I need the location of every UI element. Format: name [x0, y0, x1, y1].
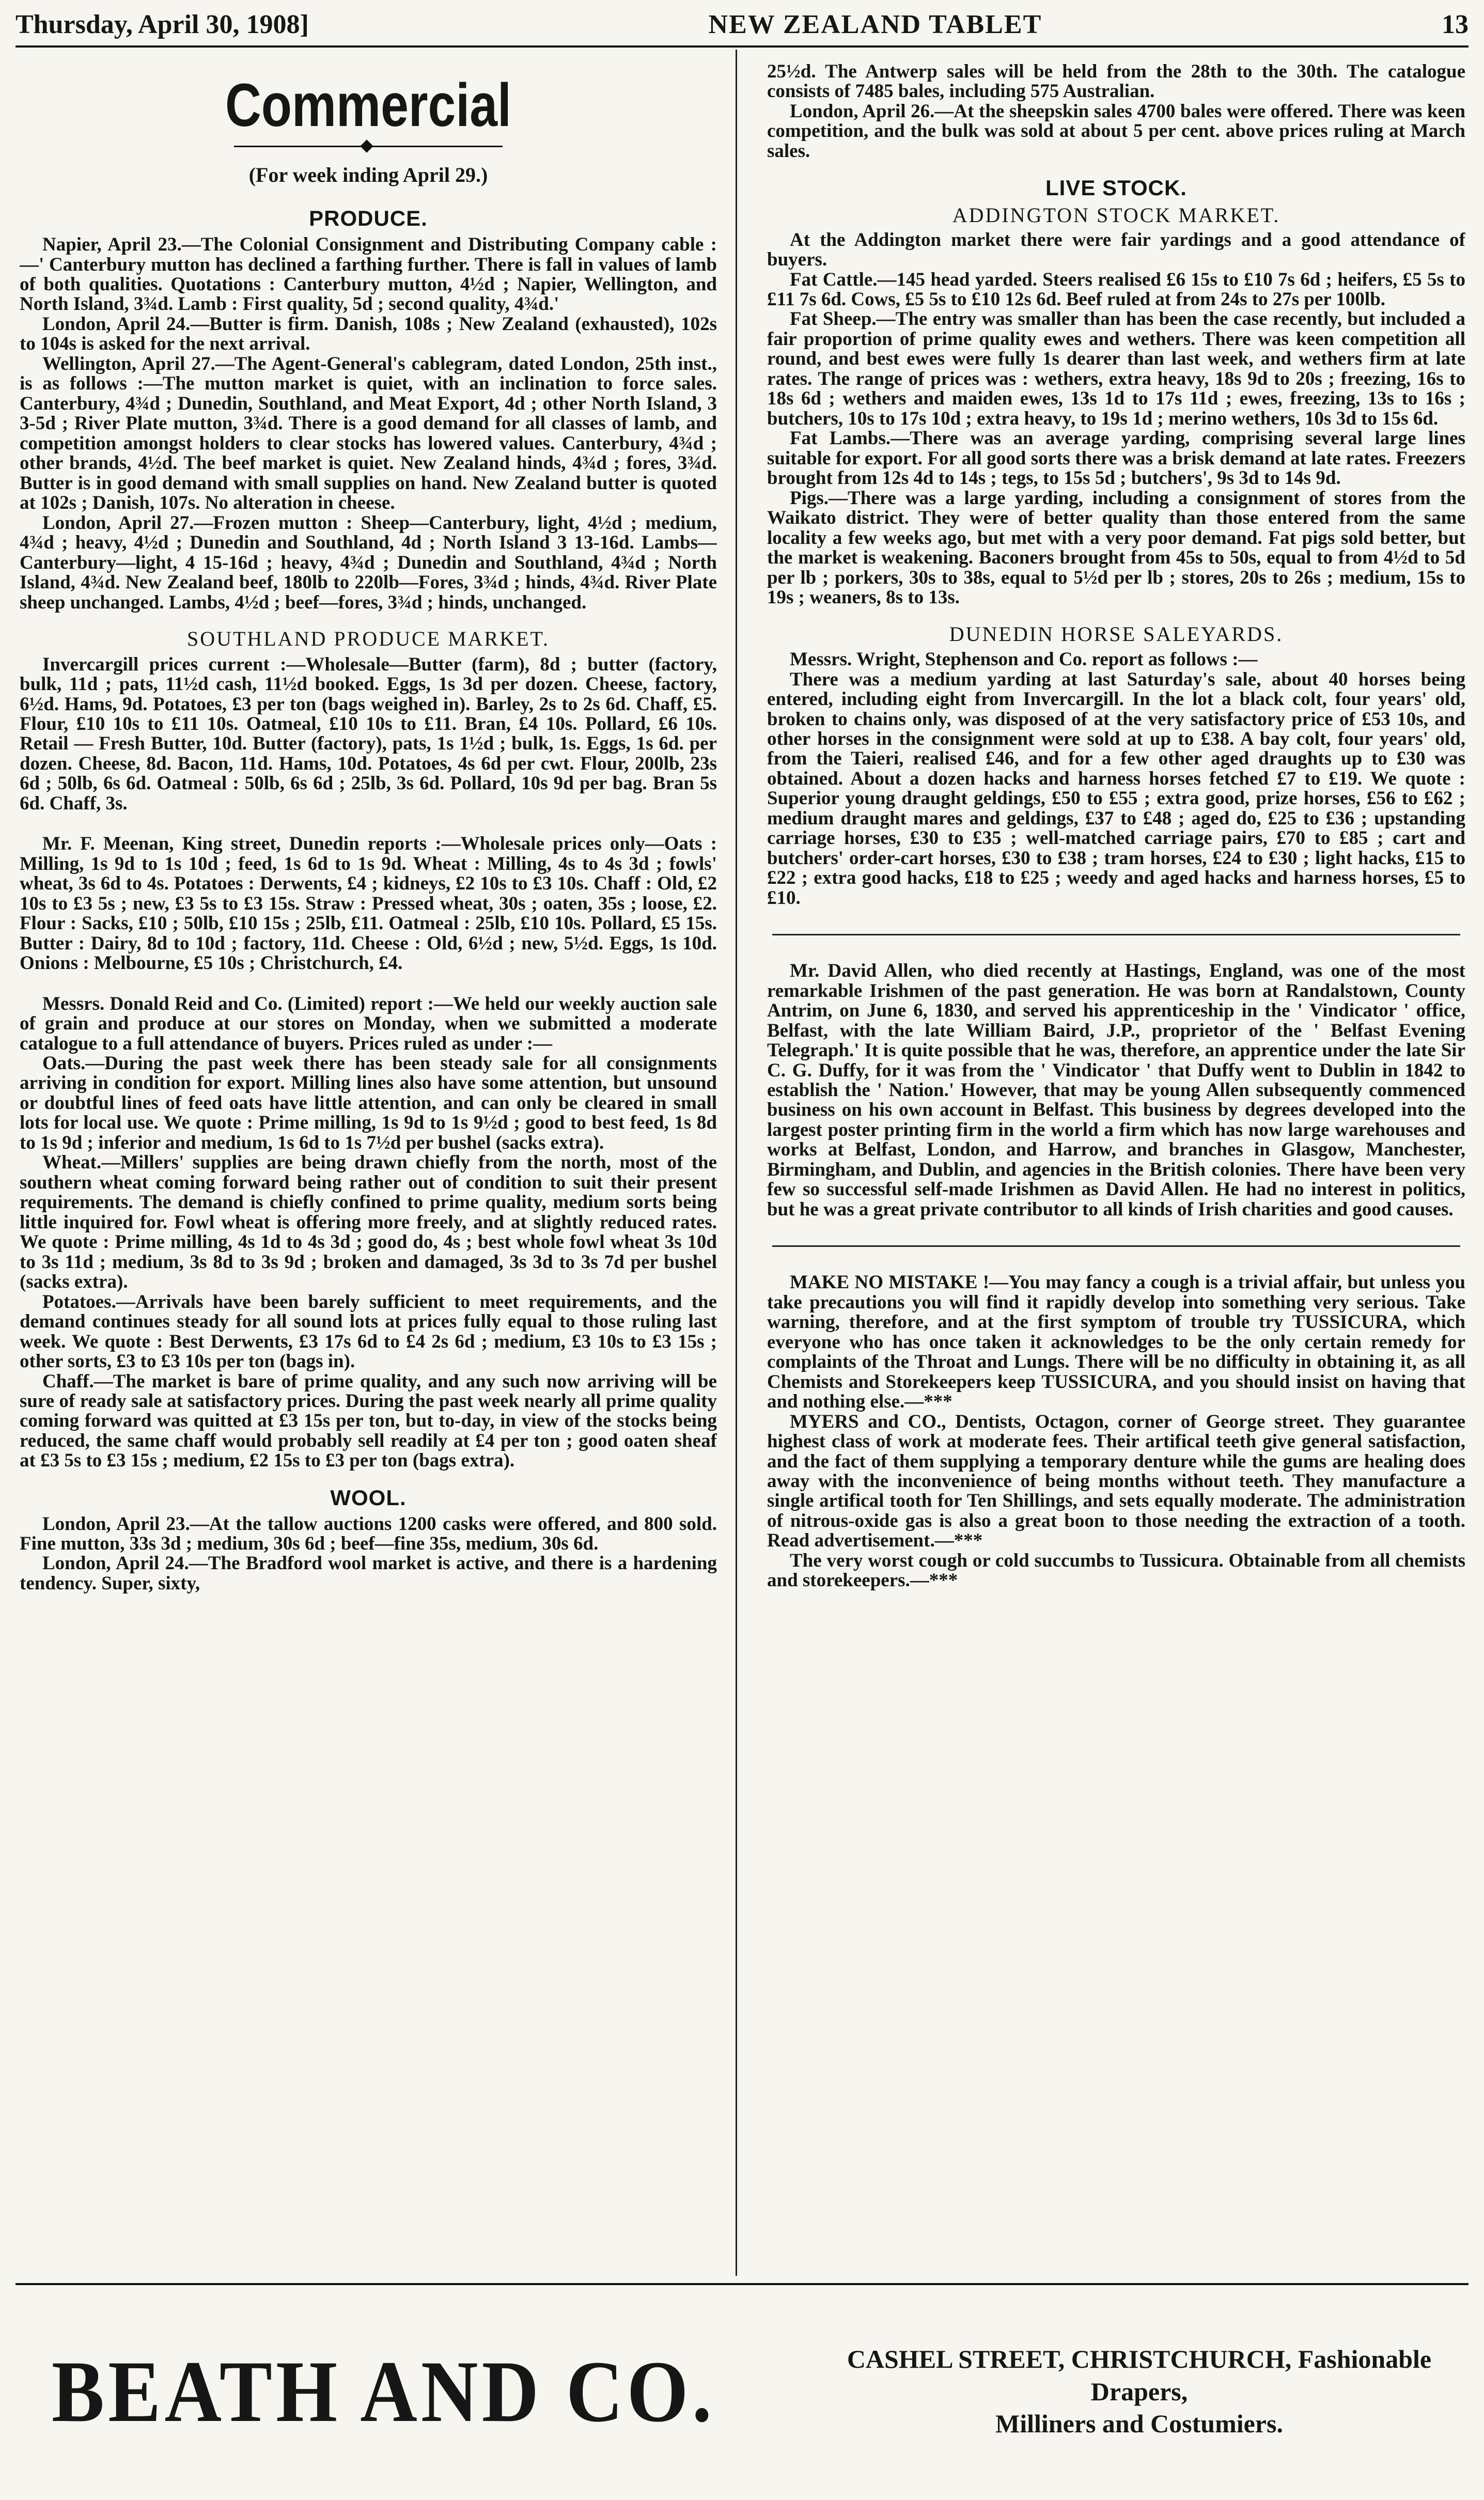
diamond-ornament-icon — [360, 139, 373, 152]
spacer — [20, 814, 717, 834]
section-divider — [772, 934, 1460, 935]
left-column — [20, 62, 717, 2280]
page-number: 13 — [1442, 9, 1469, 39]
produce-heading: PRODUCE. — [309, 206, 428, 231]
section-subtitle: (For week inding April 29.) — [248, 163, 488, 186]
ornament-rule — [234, 142, 503, 151]
southland-paragraph: Chaff.—The market is bare of prime quality, and any such now arriving will be sure of ready sale at satisfactory prices. During the past week nearly all prime quality coming forward was quitted at £3 15s per ton, but to-day, in view of the stocks being reduced, the same chaff would probably sell readily at £4 per ton ; good oaten sheaf at £3 5s to £3 15s ; medium, £2 15s to £3 per ton (bags extra). — [20, 1370, 717, 1472]
southland-paragraph: Invercargill prices current :—Wholesale—Butter (farm), 8d ; butter (factory, bulk, 11d ; pats, 11½d cash, 11½d booked. Eggs, 1s 3d per dozen. Cheese, factory, 6½d. Hams, 9d. Potatoes, £3 per ton (bags weighed in). Barley, 2s to 2s 6d. Chaff, £5. Flour, £10 10s to £11 10s. Oatmeal, £10 10s to £11. Bran, £4 10s. Pollard, £6 10s. Retail — Fresh Butter, 10d. Butter (factory), pats, 1s 1½d ; bulk, 1s. Eggs, 1s 6d. per dozen. Cheese, 8d. Bacon, 11d. Hams, 10d. Potatoes, 4s 6d per cwt. Flour, 200lb, 23s 6d ; 50lb, 6s 6d. Oatmeal : 50lb, 6s 6d ; 25lb, 3s 6d. Pollard, 10s 9d per bag. Bran 5s 6d. Chaff, 3s. — [20, 653, 717, 814]
wool-paragraph: London, April 23.—At the tallow auctions 1200 casks were offered, and 800 sold. Fine mutton, 33s 3d ; medium, 30s 6d ; beef—fine 35s, medium, 30s 6d. — [20, 1513, 717, 1554]
horse-paragraph: Messrs. Wright, Stephenson and Co. report as follows :— — [790, 649, 1258, 670]
addington-paragraph: Fat Sheep.—The entry was smaller than has been the case recently, but included a fair proportion of prime quality ewes and wethers. There was keen competition all round, and best ewes were fully 1s dearer than last week, and wethers firm at late rates. The range of prices was : wethers, extra heavy, 18s 9d to 20s ; freezing, 16s to 18s 6d ; wethers and maiden ewes, 13s 1d to 17s 11d ; ewes, freezing, 13s to 16s ; butchers, 10s to 17s 10d ; extra heavy, to 19s 1d ; merino wethers, 10s 3d to 15s 6d. — [767, 308, 1465, 429]
section-title: Commercial — [225, 71, 511, 139]
southland-paragraph: Mr. F. Meenan, King street, Dunedin reports :—Wholesale prices only—Oats : Milling, 1s 9d to 1s 10d ; feed, 1s 6d to 1s 9d. Wheat : Milling, 4s to 4s 3d ; fowls' wheat, 3s 6d to 4s. Potatoes : Derwents, £4 ; kidneys, £2 10s to £3 10s. Chaff : Old, £2 10s to £3 5s ; new, £3 5s to £3 15s. Straw : Pressed wheat, 30s ; oaten, 35s ; loose, £2. Flour : Sacks, £10 ; 50lb, £10 15s ; 25lb, £11. Oatmeal : 25lb, £10 10s. Pollard, £5 15s. Butter : Dairy, 8d to 10d ; factory, 11d. Cheese : Old, 6½d ; new, 5½d. Eggs, 1s 10d. Onions : Melbourne, £5 10s ; Christchurch, £4. — [20, 833, 717, 974]
addington-paragraph: Pigs.—There was a large yarding, including a consignment of stores from the Waikato district. They were of better quality than those entered from the same locality a few weeks ago, but met with a very poor demand. Fat pigs sold better, but the market is weakening. Baconers brought from 45s to 50s, equal to from 4½d to 5d per lb ; porkers, 30s to 38s, equal to 5½d per lb ; stores, 20s to 26s ; medium, 15s to 19s ; weaners, 8s to 13s. — [767, 487, 1465, 608]
wool-continued-paragraph: London, April 26.—At the sheepskin sales 4700 bales were offered. There was keen competition, and the bulk was sold at about 5 per cent. above prices ruling at March sales. — [767, 100, 1465, 162]
spacer — [20, 974, 717, 994]
advert-address-line: CASHEL STREET, CHRISTCHURCH, Fashionable Drapers, — [847, 2345, 1432, 2406]
column-rule — [736, 50, 737, 2276]
southland-paragraph: Messrs. Donald Reid and Co. (Limited) report :—We held our weekly auction sale of grain and produce at our stores on Monday, when we submitted a moderate catalogue to a full attendance of buyers. Prices ruled as under :— — [20, 993, 717, 1054]
publication-title: NEW ZEALAND TABLET — [708, 9, 1042, 39]
produce-paragraph: London, April 27.—Frozen mutton : Sheep—Canterbury, light, 4½d ; medium, 4¾d ; heavy, 4½d ; Dunedin and Southland, 4d ; North Island 3 13-16d. Lambs—Canterbury—light, 4 15-16d ; heavy, 4¾d ; Dunedin and Southland, 4¾d ; North Island, 4¾d. New Zealand beef, 180lb to 220lb—Fores, 3¾d ; hinds, 4¾d. River Plate sheep unchanged. Lambs, 4½d ; beef—fores, 3¾d ; hinds, unchanged. — [20, 512, 717, 613]
addington-heading: ADDINGTON STOCK MARKET. — [952, 204, 1280, 227]
addington-paragraph: Fat Lambs.—There was an average yarding, comprising several large lines suitable for export. For all good sorts there was a brisk demand at late rates. Freezers brought from 12s 4d to 14s ; tegs, to 15s 5d ; butchers', 9s 3d to 14s 9d. — [767, 428, 1465, 489]
produce-paragraph: Wellington, April 27.—The Agent-General's cablegram, dated London, 25th inst., is as follows :—The mutton market is quiet, with an inclination to force sales. Canterbury, 4¾d ; Dunedin, Southland, and Meat Export, 4d ; other North Island, 3 3-5d ; River Plate mutton, 3¾d. There is a good demand for all classes of lamb, and competition amongst holders to clear stocks has lowered values. Canterbury, 4¾d ; other brands, 4½d. The beef market is quiet. New Zealand hinds, 4¾d ; fores, 3¾d. Butter is in good demand with small supplies on hand. New Zealand butter is quoted at 102s ; Danish, 107s. No alteration in cheese. — [20, 353, 717, 514]
southland-heading: SOUTHLAND PRODUCE MARKET. — [186, 627, 550, 650]
allen-paragraph: Mr. David Allen, who died recently at Hastings, England, was one of the most remarkable Irishmen of the past generation. He was born at Randalstown, County Antrim, on June 6, 1830, and served his apprenticeship in the ' Vindicator ' office, Belfast, with the late William Baird, J.P., proprietor of the ' Belfast Evening Telegraph.' It is quite possible that he was, therefore, an apprentice under the late Sir C. G. Duffy, for it was from the ' Vindicator ' that Duffy went to Dublin in 1842 to establish the ' Nation.' However, that may be young Allen subsequently commenced business on his own account in Belfast. This business by degrees developed into the largest poster printing firm in the world a firm which has now large warehouses and works at Belfast, London, and Harrow, and branches in Glasgow, Manchester, Birmingham, and Dublin, and agencies in the British colonies. There have been very few so successful self-made Irishmen as David Allen. He had no interest in politics, but he was a great private contributor to all kinds of Irish charities and good causes. — [767, 960, 1465, 1220]
advert-brand: BEATH AND CO. — [52, 2342, 716, 2440]
southland-paragraph: Wheat.—Millers' supplies are being drawn chiefly from the north, most of the southern wheat coming forward being rather out of condition to suit their present requirements. The demand is chiefly confined to prime quality, medium sorts being little inquired for. Fowl wheat is offering more freely, and at slightly reduced rates. We quote : Prime milling, 4s 1d to 4s 3d ; good do, 4s ; best whole fowl wheat 3s 10d to 3s 11d ; medium, 3s 8d to 3s 9d ; broken and damaged, 3s 3d to 3s 7d per bushel (sacks extra). — [20, 1152, 717, 1293]
footer-advert — [15, 2293, 1469, 2490]
tussicura-short-ad: The very worst cough or cold succumbs to Tussicura. Obtainable from all chemists and storekeepers.—*** — [767, 1550, 1465, 1591]
advert-address — [810, 2343, 1469, 2440]
running-head — [15, 4, 1469, 44]
issue-date: Thursday, April 30, 1908] — [15, 9, 309, 39]
horse-paragraph: There was a medium yarding at last Saturday's sale, about 40 horses being entered, including eight from Invercargill. In the lot a black colt, four years' old, broken to chains only, was disposed of at the very satisfactory price of £53 10s, and other horses in the consignment were sold at up to £38. A bay colt, four years' old, from the Taieri, realised £46, and for a few other aged draughts up to £30 was obtained. About a dozen hacks and harness horses fetched £7 to £19. We quote : Superior young draught geldings, £50 to £55 ; extra good, prize horses, £56 to £62 ; medium draught mares and geldings, £37 to £48 ; aged do, £25 to £36 ; upstanding carriage horses, £30 to £35 ; well-matched carriage pairs, £70 to £85 ; cart and butchers' order-cart horses, £30 to £38 ; tram horses, £24 to £30 ; light hacks, £15 to £22 ; extra good hacks, £18 to £25 ; weedy and aged hacks and harness horses, £5 to £10. — [767, 668, 1465, 909]
addington-paragraph: At the Addington market there were fair yardings and a good attendance of buyers. — [767, 229, 1465, 271]
header-rule — [15, 45, 1469, 48]
myers-ad: MYERS and CO., Dentists, Octagon, corner of George street. They guarantee highest class of work at moderate fees. Their artifical teeth give general satisfaction, and the fact of them supplying a temporary denture while the gums are healing does away with the inconvenience of being months without teeth. They manufacture a single artifical tooth for Ten Shillings, and sets equally moderate. The administration of nitrous-oxide gas is also a great boon to those needing the extraction of a tooth. Read advertisement.—*** — [767, 1411, 1465, 1552]
footer-rule — [15, 2283, 1469, 2285]
southland-paragraph: Potatoes.—Arrivals have been barely sufficient to meet requirements, and the demand continues steady for all sound lots at prices fully equal to those ruling last week. We quote : Best Derwents, £3 17s 6d to £4 2s 6d ; medium, £3 10s to £3 15s ; other sorts, £3 to £3 10s per ton (bags in). — [20, 1291, 717, 1372]
produce-paragraph: London, April 24.—Butter is firm. Danish, 108s ; New Zealand (exhausted), 102s to 104s is asked for the next arrival. — [20, 313, 717, 355]
southland-paragraph: Oats.—During the past week there has been steady sale for all consignments arriving in condition for export. Milling lines also have some attention, but unsound or doubtful lines of feed oats have little attention, and can only be cleared in small lots for local use. We quote : Prime milling, 1s 9d to 1s 9½d ; good to best feed, 1s 8d to 1s 9d ; inferior and medium, 1s 6d to 1s 7½d per bushel (sacks extra). — [20, 1053, 717, 1153]
wool-continued-paragraph: 25½d. The Antwerp sales will be held from the 28th to the 30th. The catalogue consists of 7485 bales, including 575 Australian. — [767, 62, 1465, 102]
tussicura-ad: MAKE NO MISTAKE !—You may fancy a cough is a trivial affair, but unless you take precautions you will find it rapidly develop into something very serious. Take warning, therefore, and at the first symptom of trouble try TUSSICURA, which everyone who has once taken it acknowledges to be the only certain remedy for complaints of the Throat and Lungs. There will be no difficulty in obtaining it, as all Chemists and Storekeepers keep TUSSICURA, and you should insist on having that and nothing else.—*** — [767, 1272, 1465, 1413]
horse-heading: DUNEDIN HORSE SALEYARDS. — [949, 622, 1284, 646]
wool-heading: WOOL. — [330, 1485, 407, 1510]
right-column — [767, 62, 1465, 2280]
section-divider — [772, 1245, 1460, 1247]
livestock-heading: LIVE STOCK. — [1045, 176, 1187, 200]
addington-paragraph: Fat Cattle.—145 head yarded. Steers realised £6 15s to £10 7s 6d ; heifers, £5 5s to £11 7s 6d. Cows, £5 5s to £10 12s 6d. Beef ruled at from 24s to 27s per 100lb. — [767, 269, 1465, 310]
advert-address-line: Milliners and Costumiers. — [995, 2409, 1283, 2439]
wool-paragraph: London, April 24.—The Bradford wool market is active, and there is a hardening tendency. Super, sixty, — [20, 1553, 717, 1594]
produce-paragraph: Napier, April 23.—The Colonial Consignment and Distributing Company cable :—' Canterbury mutton has declined a farthing further. There is fall in values of lamb of both qualities. Quotations : Canterbury mutton, 4½d ; Napier, Wellington, and North Island, 3¾d. Lamb : First quality, 5d ; second quality, 4¾d.' — [20, 234, 717, 315]
